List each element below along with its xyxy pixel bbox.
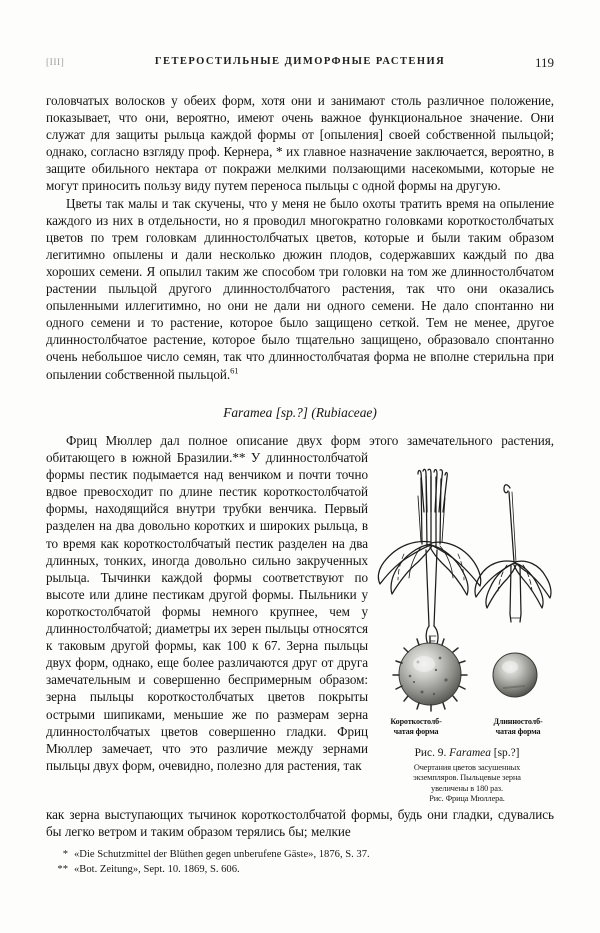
footnotes [46, 848, 554, 877]
figure-caption-line3: увеличены в 180 раз. [431, 783, 503, 793]
figure-form-labels [374, 717, 560, 743]
footnote-2-text: «Bot. Zeitung», Sept. 10. 1869, S. 606. [74, 863, 240, 875]
page-number: 119 [534, 55, 554, 70]
footnote-1-text: «Die Schutzmittel der Blüthen gegen unberufene Gäste», 1876, S. 37. [74, 849, 370, 860]
page-title: ГЕТЕРОСТИЛЬНЫЕ ДИМОРФНЫЕ РАСТЕНИЯ [154, 56, 446, 67]
footnote-1-mark: * [62, 849, 68, 860]
short-styled-flower-drawing [475, 485, 551, 622]
faramea-illustration [374, 466, 560, 716]
long-styled-flower-drawing [378, 469, 480, 648]
smooth-pollen-grain [493, 653, 537, 697]
figure-species: [sp.?] [493, 747, 520, 759]
figure-label-long-line2: чатая форма [495, 726, 541, 736]
footnote-2-mark: ** [57, 863, 68, 875]
chapter-marker: [III] [46, 58, 65, 68]
footnote-1 [46, 848, 554, 863]
paragraph-2 [46, 195, 554, 383]
section-heading-species: [sp.?] [275, 405, 309, 420]
figure-caption-line1: Очертания цветов засушенных [413, 763, 521, 772]
figure-label-short-line2: чатая форма [393, 726, 439, 736]
figure-9 [374, 466, 560, 804]
figure-genus: Faramea [449, 747, 491, 759]
figure-artwork [374, 466, 560, 716]
footnote-2 [46, 863, 554, 878]
figure-caption [374, 763, 560, 804]
spiny-pollen-grain [393, 637, 467, 711]
paragraph-1: головчатых волосков у обеих форм, хотя они и занимают столь различное положение, показывает, что они, вероятно, имеют очень важное функциональное значение. Они служат для защиты рыльца каждой формы от [опыления] своей собственной пыльцой; однако, согласно взгляду проф. Кернера, * их главное назначение заключается, вероятно, в защите обильного нектара от покражи мелкими ползающими насекомыми, которые не могут приносить пользу виду путем переноса пыльцы с одной формы на другую. [46, 93, 554, 194]
figure-label-short-styled [372, 717, 460, 736]
figure-caption-line4: Рис. Фрица Мюллера. [429, 793, 505, 803]
footnote-ref-61: 61 [230, 365, 239, 376]
figure-number-line [374, 747, 560, 759]
running-head [46, 56, 554, 76]
figure-caption-line2: экземпляров. Пыльцевые зерна [413, 773, 521, 783]
body-text-top [46, 92, 554, 383]
figure-label-long-styled [474, 717, 562, 736]
figure-number: Рис. 9. [414, 747, 447, 759]
section-heading [46, 405, 554, 421]
section-heading-genus: Faramea [223, 405, 273, 420]
figure-label-short-line1: Короткостолб- [390, 717, 442, 726]
paragraph-2-text: Цветы так малы и так скучены, что у меня не было охоты тратить время на опыление каждого из них в отдельности, но я проводил многократно головками короткостолбчатых цветов по трем головкам длинностолбчатых цветов, которые и были таким образом легитимно опылены и дали несколько дюжин плодов, содержавших каждый по два хороших семени. Я опылил таким же способом три головки на том же длинностолбчатом растении пыльцой другого длинностолбчатого растения, так что они оказались опыленными иллегитимно, но они не дали ни одного семени. Не дало спонтанно ни одного семени и то растение, которое было защищено сеткой. Тем не менее, другое длинностолбчатое растение, которое было тщательно защищено, образовало спонтанно очень небольшое число семян, так что длинностолбчатая форма не вполне стерильна при опылении собственной пыльцой. [46, 195, 554, 382]
section-heading-family: (Rubiaceae) [311, 405, 377, 420]
paragraph-3-tail: как зерна выступающих тычинок короткостолбчатой формы, будь они гладки, сдувались бы легко ветром и таким образом терялись бы; мелкие [46, 807, 554, 840]
figure-label-long-line1: Длинностолб- [493, 717, 543, 726]
paragraph-3: Фриц Мюллер дал полное описание двух форм этого замечательного растения, обитающего в южной Бразилии.** У длинностолбчатой формы пестик подымается над венчиком и почти точно вдвое превосходит по длине пестик короткостолбчатой формы, находящийся внутри трубки венчика. Первый разделен на два довольно коротких и широких рыльца, в то время как короткостолбчатый пестик разделен на два длинных, тонких, иногда довольно сильно закрученных рыльца. Тычинки каждой формы соответствуют по высоте или длине пестикам другой формы. Пыльники у короткостолбчатой формы немного крупнее, чем у длинностолбчатой; диаметры их зерен пыльцы относятся к таковым другой формы, как 100 к 67. Зерна пыльцы двух форм, однако, еще более различаются друг от друга замечательным и совершенно беспримерным образом: зерна пыльцы короткостолбчатых цветов покрыты острыми шипиками, меньшие же по размерам зерна длинностолбчатых цветов совершенно гладки. Фриц Мюллер замечает, что это различие между зернами пыльцы двух форм, очевидно, полезно для растения, так [46, 433, 554, 773]
body-text-tail [46, 806, 554, 840]
